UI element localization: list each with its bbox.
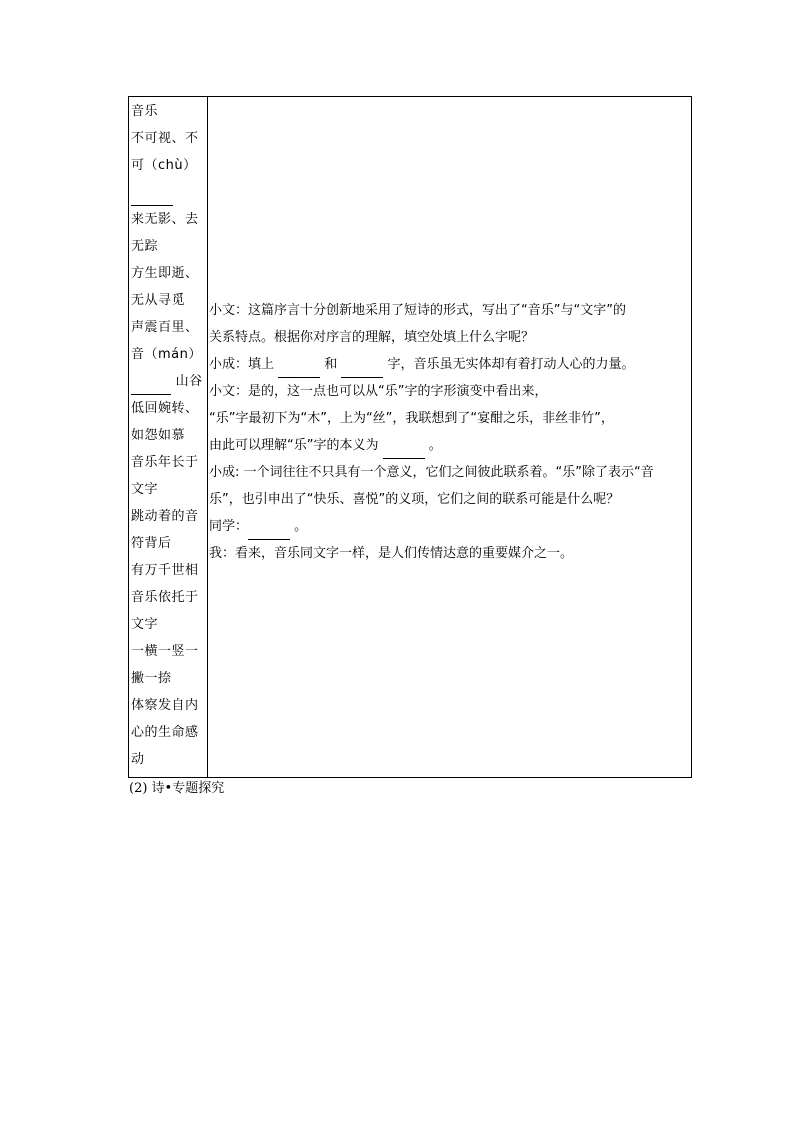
dialogue-line — [209, 351, 691, 378]
section-caption: (2) 诗•专题探究 — [129, 781, 225, 796]
poem-line: 动 — [131, 752, 145, 767]
poem-table — [128, 96, 692, 778]
dialogue-line: 乐”，也引申出了“快乐、喜悦”的义项，它们之间的联系可能是什么呢？ — [209, 492, 620, 507]
fill-blank[interactable] — [383, 440, 425, 459]
poem-column — [129, 97, 208, 777]
poem-line: 来无影、去 — [131, 212, 199, 227]
dialogue-text: 和 — [320, 357, 342, 372]
dialogue-line: 小文：是的，这一点也可以从“乐”字的字形演变中看出来， — [209, 384, 548, 399]
poem-line: 心的生命感 — [131, 725, 199, 740]
poem-line-text: 山谷 — [171, 374, 203, 389]
poem-line: 声震百里、 — [131, 320, 199, 335]
poem-line: 撇一捺 — [131, 671, 172, 686]
dialogue-text: 。 — [424, 438, 442, 453]
poem-line: 文字 — [131, 617, 159, 632]
poem-line: 跳动着的音 — [131, 509, 199, 524]
dialogue-line: 关系特点。根据你对序言的理解，填空处填上什么字呢？ — [209, 330, 535, 345]
poem-line: 音乐 — [131, 104, 159, 119]
fill-blank[interactable] — [131, 187, 173, 206]
fill-blank[interactable] — [131, 376, 171, 395]
poem-line: 音（mán） — [131, 347, 202, 362]
dialogue-text: 小成：填上 — [209, 357, 279, 372]
poem-line: 音乐依托于 — [131, 590, 199, 605]
poem-line: 无踪 — [131, 239, 159, 254]
poem-line: 一横一竖一 — [131, 644, 199, 659]
dialogue-line — [209, 513, 691, 540]
dialogue-line: 我：看来，音乐同文字一样，是人们传情达意的重要媒介之一。 — [209, 546, 574, 561]
poem-line: 音乐年长于 — [131, 455, 199, 470]
poem-line: 低回婉转、 — [131, 401, 199, 416]
dialogue-line: “乐”字最初下为“木”，上为“丝”，我联想到了“宴酣之乐，非丝非竹”， — [209, 411, 614, 426]
poem-line: 符背后 — [131, 536, 172, 551]
poem-line: 无从寻觅 — [131, 293, 186, 308]
poem-line-blank — [131, 179, 207, 206]
poem-line: 文字 — [131, 482, 159, 497]
dialogue-text: 同学： — [209, 519, 249, 534]
poem-line: 体察发自内 — [131, 698, 199, 713]
poem-line: 不可视、不 — [131, 131, 199, 146]
dialogue-column — [208, 97, 691, 777]
dialogue-line: 小成: 一个词往往不只具有一个意义，它们之间彼此联系着。“乐”除了表示“音 — [209, 465, 654, 480]
dialogue-text: 由此可以理解“乐”字的本义为 — [209, 438, 383, 453]
dialogue-line — [209, 432, 691, 459]
poem-line-blank — [131, 368, 207, 395]
poem-line: 如怨如慕 — [131, 428, 186, 443]
fill-blank[interactable] — [341, 359, 383, 378]
fill-blank[interactable] — [248, 521, 290, 540]
fill-blank[interactable] — [278, 359, 320, 378]
poem-line: 有万千世相 — [131, 563, 199, 578]
poem-line: 方生即逝、 — [131, 266, 199, 281]
dialogue-line: 小文：这篇序言十分创新地采用了短诗的形式，写出了“音乐”与“文字”的 — [209, 303, 626, 318]
dialogue-text: 。 — [290, 519, 308, 534]
dialogue-text: 字，音乐虽无实体却有着打动人心的力量。 — [383, 357, 635, 372]
poem-line: 可（chù） — [131, 158, 197, 173]
